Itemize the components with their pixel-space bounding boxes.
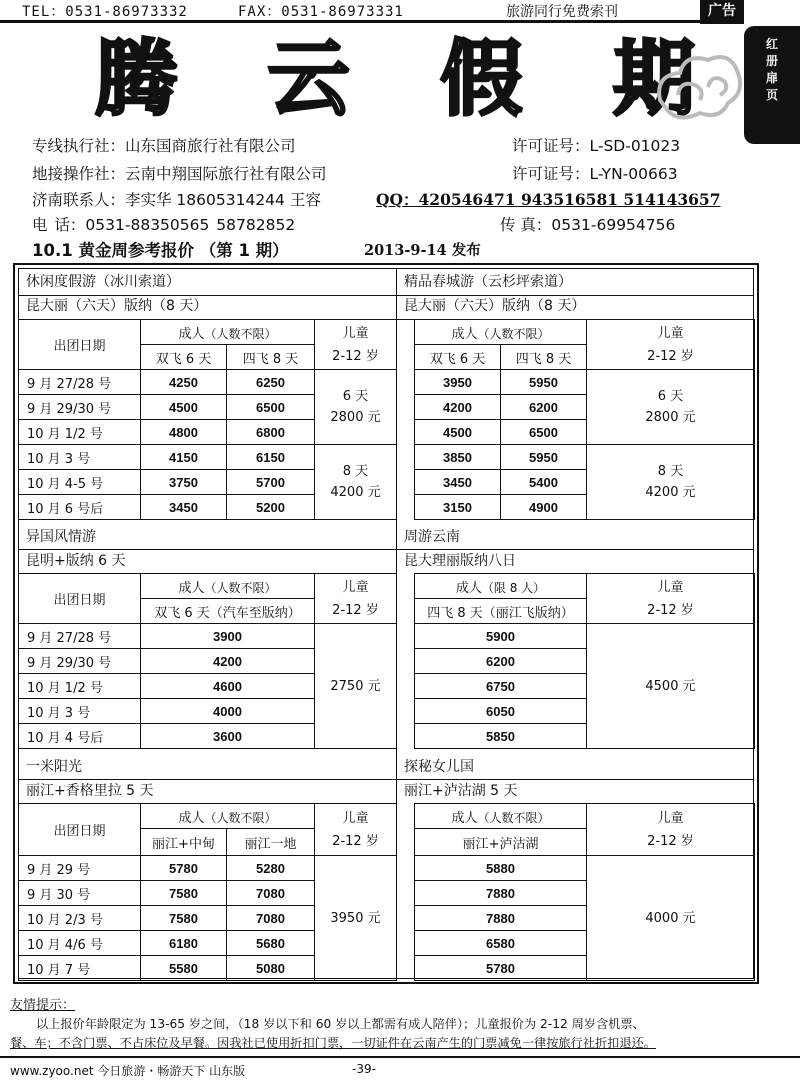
date-cell: 10 月 4 号后 [19,724,141,749]
price-cell: 5780 [141,856,227,881]
date-header: 出团日期 [19,320,141,370]
footer-site: www.zyoo.net 今日旅游・畅游天下 山东版 [10,1064,246,1078]
date-cell: 9 月 29/30 号 [19,649,141,674]
top-bar [0,0,800,20]
price-cell: 5950 [501,445,587,470]
contact-person: 济南联系人：李实华 18605314244 王容 [32,191,321,209]
top-fax: FAX：0531-86973331 [238,4,404,20]
price-cell: 4900 [501,495,587,520]
table-cell [397,320,415,370]
table-cell: 儿童 2-12 岁 [587,574,755,624]
tour-name: 一米阳光 [26,759,82,775]
child-price: 3950 元 [315,856,397,981]
child-header: 儿童 2-12 岁 [315,320,397,370]
fax-line: 传 真：0531-69954756 [500,216,676,234]
price-cell: 5900 [415,624,587,649]
price-cell: 5080 [227,956,315,981]
table-cell: 儿童 2-12 岁 [315,804,397,856]
price-table-2 [18,573,755,749]
price-cell: 5200 [227,495,315,520]
price-cell: 4200 [141,649,315,674]
table-cell [397,574,415,624]
title-char: 假 [440,31,523,127]
price-cell: 3900 [141,624,315,649]
price-cell: 6200 [415,649,587,674]
price-cell: 4500 [141,395,227,420]
price-cell: 6250 [227,370,315,395]
tour-route: 昆大丽（六天）版纳（8 天） [404,298,586,314]
price-cell: 5780 [415,956,587,981]
table-cell [397,856,415,981]
price-cell: 4800 [141,420,227,445]
table-cell: 成人（人数不限） [141,574,315,599]
price-cell: 7580 [141,906,227,931]
package-subheader: 四飞 8 天 [501,345,587,370]
date-cell: 10 月 7 号 [19,956,141,981]
tour-route: 丽江+泸沽湖 5 天 [404,783,518,799]
date-cell: 9 月 27/28 号 [19,624,141,649]
adult-header: 成人（人数不限） [141,320,315,345]
date-cell: 10 月 2/3 号 [19,906,141,931]
price-cell: 4000 [141,699,315,724]
price-cell: 7080 [227,881,315,906]
ad-badge: 广告 [700,0,744,24]
notes-line: 餐、车；不含门票、不占床位及早餐。因我社已使用折扣门票，一切证件在云南产生的门票减免一律按旅行社折扣退还。 [10,1036,656,1050]
child-price: 6 天 2800 元 [315,370,397,445]
price-cell: 5950 [501,370,587,395]
notes-title: 友情提示： [10,998,76,1013]
tab-char: 册 [765,54,778,68]
exec-agency: 专线执行社：山东国商旅行社有限公司 [32,137,296,155]
tour-name: 周游云南 [404,529,460,545]
date-cell: 10 月 4/6 号 [19,931,141,956]
cloud-swirl-icon [650,45,745,125]
adult-header: 成人（人数不限） [415,320,587,345]
price-cell: 5280 [227,856,315,881]
date-cell: 9 月 29/30 号 [19,395,141,420]
table-cell: 儿童 2-12 岁 [315,574,397,624]
price-cell: 5680 [227,931,315,956]
price-cell: 5880 [415,856,587,881]
child-price: 6 天 2800 元 [587,370,755,445]
table-cell: 成人（人数不限） [415,804,587,829]
price-cell: 3850 [415,445,501,470]
child-price: 2750 元 [315,624,397,749]
package-subheader: 丽江一地 [227,829,315,856]
local-agency: 地接操作社：云南中翔国际旅行社有限公司 [32,165,327,183]
date-cell: 9 月 30 号 [19,881,141,906]
price-cell: 6200 [501,395,587,420]
child-price: 4000 元 [587,856,755,981]
date-cell: 10 月 4-5 号 [19,470,141,495]
price-cell: 6800 [227,420,315,445]
date-cell: 10 月 1/2 号 [19,420,141,445]
quote-title: 10.1 黄金周参考报价 （第 1 期） [32,241,289,260]
package-subheader: 四飞 8 天 [227,345,315,370]
price-cell: 4250 [141,370,227,395]
price-cell: 5850 [415,724,587,749]
table-cell: 成人（人数不限） [141,804,315,829]
date-cell: 10 月 3 号 [19,445,141,470]
child-price: 8 天 4200 元 [315,445,397,520]
price-cell: 6750 [415,674,587,699]
date-cell: 10 月 1/2 号 [19,674,141,699]
notes-line: 以上报价年龄限定为 13-65 岁之间，（18 岁以下和 60 岁以上都需有成人陪伴）；儿童报价为 2-12 周岁含机票、 [36,1017,645,1031]
table-cell: 儿童 2-12 岁 [587,804,755,856]
phone-line: 电 话：0531-88350565 58782852 [32,216,296,234]
price-cell: 4600 [141,674,315,699]
title-char: 腾 [95,31,178,127]
price-cell: 4500 [415,420,501,445]
package-subheader: 双飞 6 天（汽车至版纳） [141,599,315,624]
package-subheader: 丽江+中甸 [141,829,227,856]
price-cell: 6050 [415,699,587,724]
price-cell: 6500 [501,420,587,445]
price-cell: 6500 [227,395,315,420]
tab-char: 红 [765,37,778,51]
price-cell: 5400 [501,470,587,495]
tour-name: 探秘女儿国 [404,759,474,775]
tab-char: 扉 [765,71,778,85]
date-cell: 9 月 29 号 [19,856,141,881]
tour-route: 丽江+香格里拉 5 天 [26,783,154,799]
price-cell: 5580 [141,956,227,981]
tour-route: 昆大理丽版纳八日 [404,553,516,569]
price-cell: 3150 [415,495,501,520]
package-subheader: 双飞 6 天 [141,345,227,370]
child-header: 儿童 2-12 岁 [587,320,755,370]
local-license: 许可证号：L-YN-00663 [512,165,678,183]
table-cell [397,624,415,749]
date-cell: 10 月 6 号后 [19,495,141,520]
section-tab [744,26,800,144]
price-cell: 3750 [141,470,227,495]
title-char: 期 [612,31,695,127]
tour-route: 昆大丽（六天）版纳（8 天） [26,298,208,314]
tab-char: 页 [765,88,778,102]
package-subheader: 双飞 6 天 [415,345,501,370]
tour-name: 异国风情游 [26,529,96,545]
page-title [95,33,695,125]
top-tel: TEL：0531-86973332 [22,4,188,20]
top-free-note: 旅游同行免费索刊 [506,4,618,20]
price-cell: 7880 [415,906,587,931]
price-cell: 3450 [415,470,501,495]
price-cell: 5700 [227,470,315,495]
tour-name: 精品春城游（云杉坪索道） [404,274,572,290]
title-char: 云 [267,31,350,127]
table-cell [397,370,415,520]
publish-date: 2013-9-14 发布 [364,242,481,259]
price-cell: 4200 [415,395,501,420]
table-cell: 成人（限 8 人） [415,574,587,599]
price-cell: 7580 [141,881,227,906]
table-cell [397,804,415,856]
price-cell: 7880 [415,881,587,906]
tour-route: 昆明+版纳 6 天 [26,553,126,569]
child-price: 4500 元 [587,624,755,749]
price-cell: 6180 [141,931,227,956]
page-number: -39- [352,1062,376,1076]
package-subheader: 四飞 8 天（丽江飞版纳） [415,599,587,624]
qq-numbers: QQ：420546471 943516581 514143657 [376,190,721,209]
child-price: 8 天 4200 元 [587,445,755,520]
price-cell: 6580 [415,931,587,956]
price-cell: 3600 [141,724,315,749]
price-cell: 7080 [227,906,315,931]
price-cell: 6150 [227,445,315,470]
exec-license: 许可证号：L-SD-01023 [512,137,681,155]
table-cell: 出团日期 [19,574,141,624]
price-table-3 [18,803,755,981]
price-table-1 [18,319,755,520]
price-cell: 3950 [415,370,501,395]
tour-name: 休闲度假游（冰川索道） [26,274,180,290]
date-cell: 9 月 27/28 号 [19,370,141,395]
date-cell: 10 月 3 号 [19,699,141,724]
price-cell: 4150 [141,445,227,470]
package-subheader: 丽江+泸沽湖 [415,829,587,856]
table-cell: 出团日期 [19,804,141,856]
price-cell: 3450 [141,495,227,520]
